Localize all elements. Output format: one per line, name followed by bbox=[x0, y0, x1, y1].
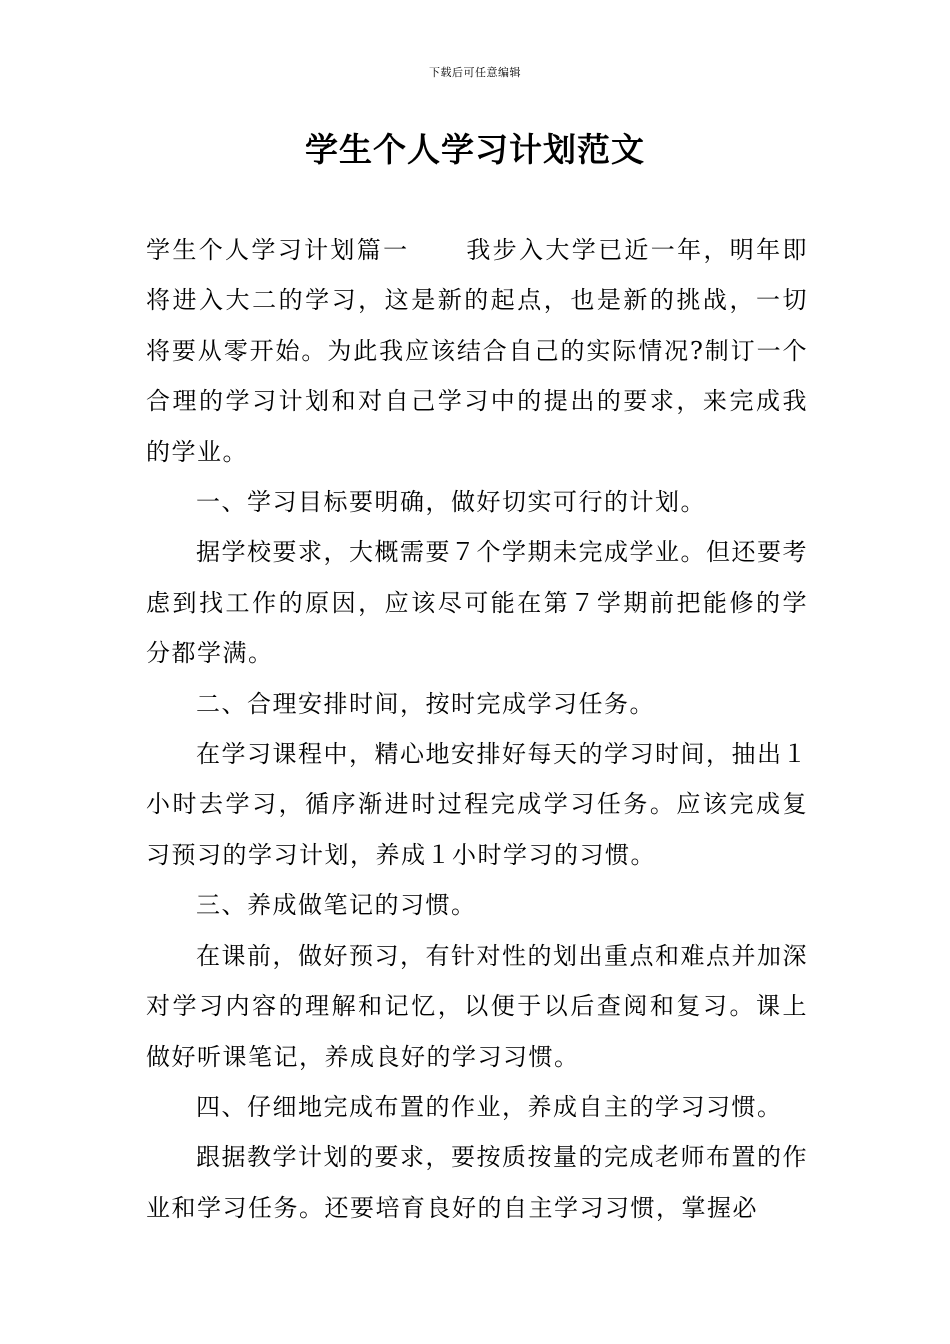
paragraph-1: 据学校要求，大概需要７个学期未完成学业。但还要考虑到找工作的原因，应该尽可能在第７学期前把能修的学分都学满。 bbox=[146, 538, 808, 668]
intro-lead: 学生个人学习计划篇一 bbox=[146, 236, 410, 264]
section-heading-4: 四、仔细地完成布置的作业，养成自主的学习习惯。 bbox=[196, 1092, 783, 1121]
section-heading-3: 三、养成做笔记的习惯。 bbox=[196, 891, 477, 920]
paragraph-3: 在课前，做好预习，有针对性的划出重点和难点并加深对学习内容的理解和记忆，以便于以后查阅和复习。课上做好听课笔记，养成良好的学习习惯。 bbox=[146, 941, 808, 1071]
header-note: 下载后可任意编辑 bbox=[429, 66, 521, 79]
document-title: 学生个人学习计划范文 bbox=[305, 130, 645, 169]
section-heading-1: 一、学习目标要明确，做好切实可行的计划。 bbox=[196, 488, 706, 517]
paragraph-2: 在学习课程中，精心地安排好每天的学习时间，抽出１小时去学习，循序渐进时过程完成学习任务。应该完成复习预习的学习计划，养成１小时学习的习惯。 bbox=[146, 740, 808, 869]
paragraph-4: 跟据教学计划的要求，要按质按量的完成老师布置的作业和学习任务。还要培育良好的自主学习习惯，掌握必 bbox=[146, 1143, 808, 1222]
section-heading-2: 二、合理安排时间，按时完成学习任务。 bbox=[196, 689, 655, 718]
document-body bbox=[146, 225, 808, 1233]
intro-paragraph bbox=[146, 225, 808, 477]
intro-text: 我步入大学已近一年，明年即将进入大二的学习，这是新的起点，也是新的挑战，一切将要从零开始。为此我应该结合自己的实际情况?制订一个合理的学习计划和对自己学习中的提出的要求，来完成我的学业。 bbox=[146, 236, 809, 466]
